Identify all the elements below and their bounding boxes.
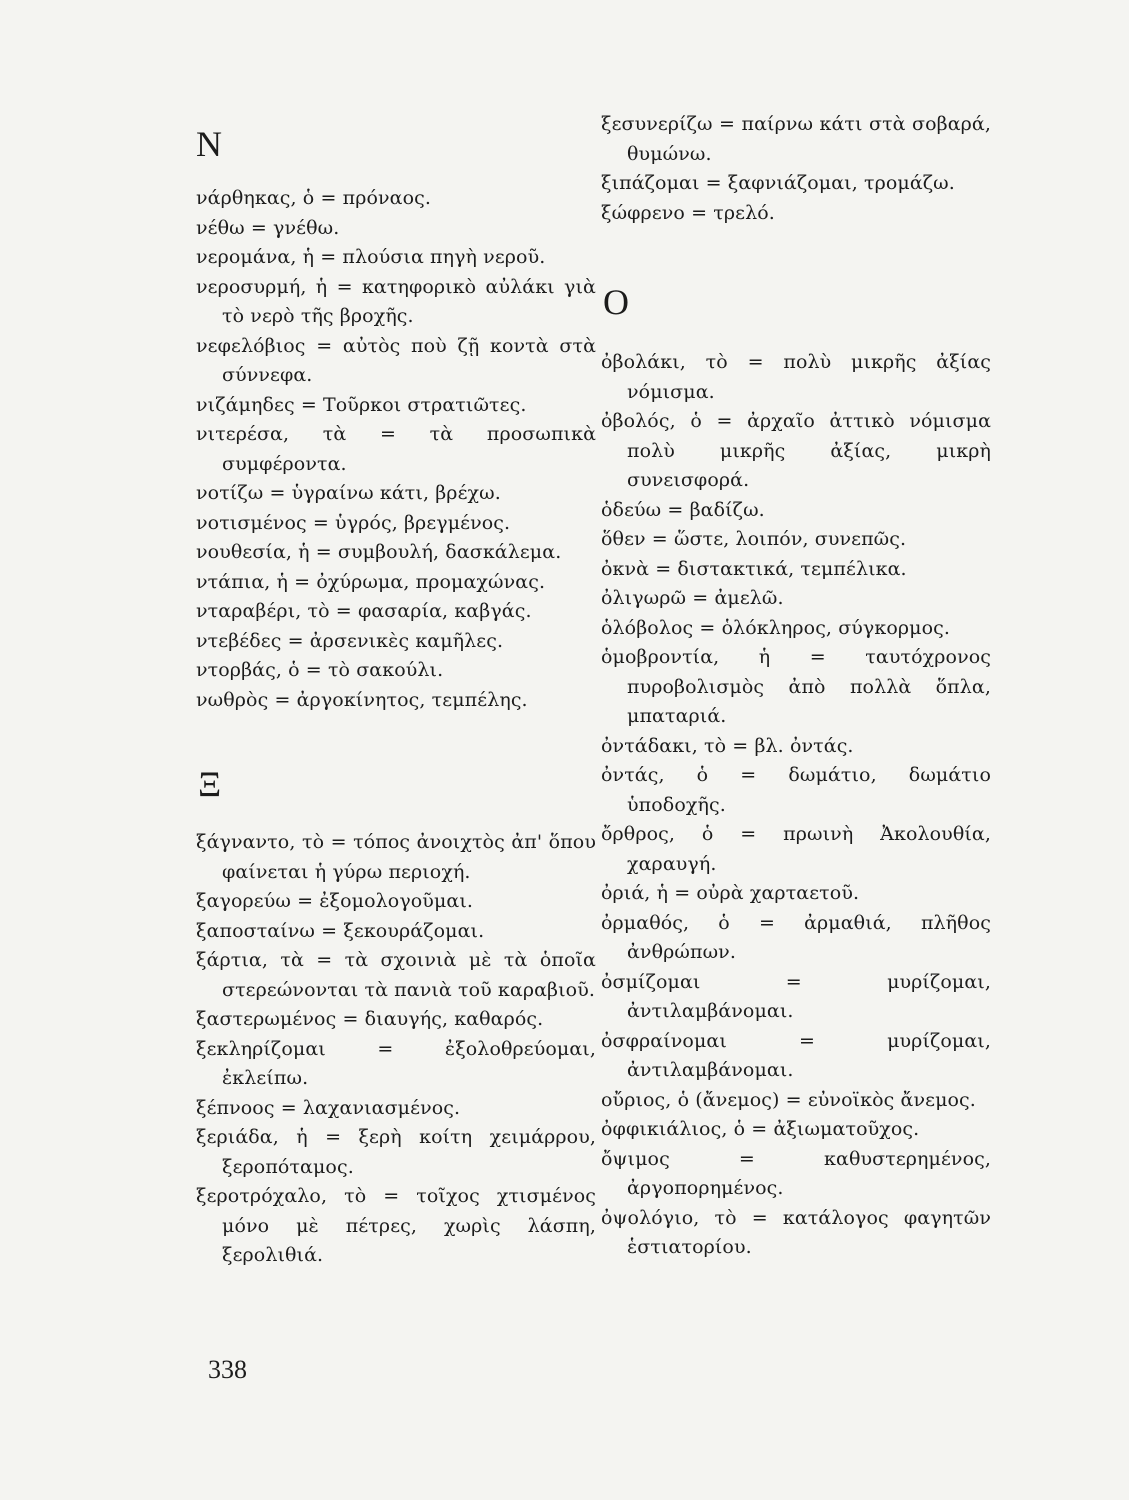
section-letter-nu: Ν: [196, 124, 222, 164]
entry: ὀφφικιάλιος, ὁ = ἀξιωματοῦχος.: [601, 1118, 920, 1140]
entry: νοτίζω = ὑγραίνω κάτι, βρέχω.: [196, 482, 501, 504]
entry: νέθω = γνέθω.: [196, 216, 340, 239]
entry: ξεσυνερίζω = παίρνω κάτι στὰ σοβαρά, θυμώνω.: [601, 113, 991, 165]
section-letter-xi: Ξ: [198, 764, 222, 804]
entry: νερομάνα, ἡ = πλούσια πηγὴ νεροῦ.: [196, 246, 546, 268]
entry: νεφελόβιος = αὐτὸς ποὺ ζῇ κοντὰ στὰ σύννεφα.: [196, 334, 596, 386]
entry: νοτισμένος = ὑγρός, βρεγμένος.: [196, 511, 511, 534]
entry: νιτερέσα, τὰ = τὰ προσωπικὰ συμφέροντα.: [196, 423, 596, 475]
entry: ὀλιγωρῶ = ἀμελῶ.: [601, 587, 784, 609]
entry: ὀβολάκι, τὸ = πολὺ μικρῆς ἀξίας νόμισμα.: [601, 351, 991, 403]
entry: ὁλόβολος = ὁλόκληρος, σύγκορμος.: [601, 616, 951, 639]
entry: νουθεσία, ἡ = συμβουλή, δασκάλεμα.: [196, 541, 562, 563]
entry: ὀσμίζομαι = μυρίζομαι, ἀντιλαμβάνομαι.: [601, 970, 991, 1022]
entry: ὀρμαθός, ὁ = ἀρμαθιά, πλῆθος ἀνθρώπων.: [601, 911, 991, 963]
page-number: 338: [208, 1355, 247, 1384]
entry: ξαγορεύω = ἐξομολογοῦμαι.: [196, 890, 474, 912]
entry: ὀβολός, ὁ = ἀρχαῖο ἀττικὸ νόμισμα πολὺ μικρῆς ἀξίας, μικρὴ συνεισφορά.: [601, 410, 991, 491]
entry-list-nu: [196, 184, 596, 715]
entry: ξιπάζομαι = ξαφνιάζομαι, τρομάζω.: [601, 172, 955, 194]
entry: ὄρθρος, ὁ = πρωινὴ Ἀκολουθία, χαραυγή.: [601, 823, 991, 875]
entry: ὀντάς, ὁ = δωμάτιο, δωμάτιο ὑποδοχῆς.: [601, 764, 991, 816]
entry: ὀντάδακι, τὸ = βλ. ὀντάς.: [601, 734, 854, 757]
entry: ὀκνὰ = διστακτικά, τεμπέλικα.: [601, 557, 907, 580]
entry: ὀριά, ἡ = οὐρὰ χαρταετοῦ.: [601, 882, 860, 904]
entry: ὅθεν = ὥστε, λοιπόν, συνεπῶς.: [601, 528, 907, 550]
entry: ὁμοβροντία, ἡ = ταυτόχρονος πυροβολισμὸς ἀπὸ πολλὰ ὅπλα, μπαταριά.: [601, 646, 991, 727]
entry: ὄψιμος = καθυστερημένος, ἀργοπορημένος.: [601, 1147, 991, 1199]
entry: νωθρὸς = ἀργοκίνητος, τεμπέλης.: [196, 688, 528, 711]
entry: ντεβέδες = ἀρσενικὲς καμῆλες.: [196, 629, 504, 652]
entry: ξαποσταίνω = ξεκουράζομαι.: [196, 919, 485, 942]
entry: νάρθηκας, ὁ = πρόναος.: [196, 187, 432, 209]
entry: ντορβάς, ὁ = τὸ σακούλι.: [196, 659, 444, 681]
entry: οὔριος, ὁ (ἄνεμος) = εὐνοϊκὸς ἄνεμος.: [601, 1088, 976, 1111]
entry: ὀψολόγιο, τὸ = κατάλογος φαγητῶν ἑστιατορίου.: [601, 1206, 991, 1258]
entry: ξάγναντο, τὸ = τόπος ἀνοιχτὸς ἀπ' ὅπου φαίνεται ἡ γύρω περιοχή.: [196, 831, 596, 883]
entry: ξεροτρόχαλο, τὸ = τοῖχος χτισμένος μόνο μὲ πέτρες, χωρὶς λάσπη, ξερολιθιά.: [196, 1185, 596, 1266]
entry: ξεκληρίζομαι = ἐξολοθρεύομαι, ἐκλείπω.: [196, 1037, 596, 1089]
entry: ξαστερωμένος = διαυγής, καθαρός.: [196, 1008, 544, 1030]
entry: ξέπνοος = λαχανιασμένος.: [196, 1096, 461, 1119]
entry: ξεριάδα, ἡ = ξερὴ κοίτη χειμάρρου, ξεροπόταμος.: [196, 1126, 596, 1178]
entry-list-omicron: [601, 348, 991, 1263]
section-letter-omicron: Ο: [603, 282, 629, 322]
entry: ντάπια, ἡ = ὀχύρωμα, προμαχώνας.: [196, 570, 546, 593]
entry: νταραβέρι, τὸ = φασαρία, καβγάς.: [196, 600, 532, 622]
entry: ξάρτια, τὰ = τὰ σχοινιὰ μὲ τὰ ὁποῖα στερεώνονται τὰ πανιὰ τοῦ καραβιοῦ.: [196, 949, 596, 1001]
entry: ξώφρενο = τρελό.: [601, 201, 775, 224]
entry: ὁδεύω = βαδίζω.: [601, 498, 765, 521]
entry: νεροσυρμή, ἡ = κατηφορικὸ αὐλάκι γιὰ τὸ νερὸ τῆς βροχῆς.: [196, 275, 596, 327]
entry: ὀσφραίνομαι = μυρίζομαι, ἀντιλαμβάνομαι.: [601, 1029, 991, 1081]
entry-list-xi: [196, 828, 596, 1271]
entry: νιζάμηδες = Τοῦρκοι στρατιῶτες.: [196, 393, 527, 416]
entry-list-xi-continued: [601, 110, 991, 228]
